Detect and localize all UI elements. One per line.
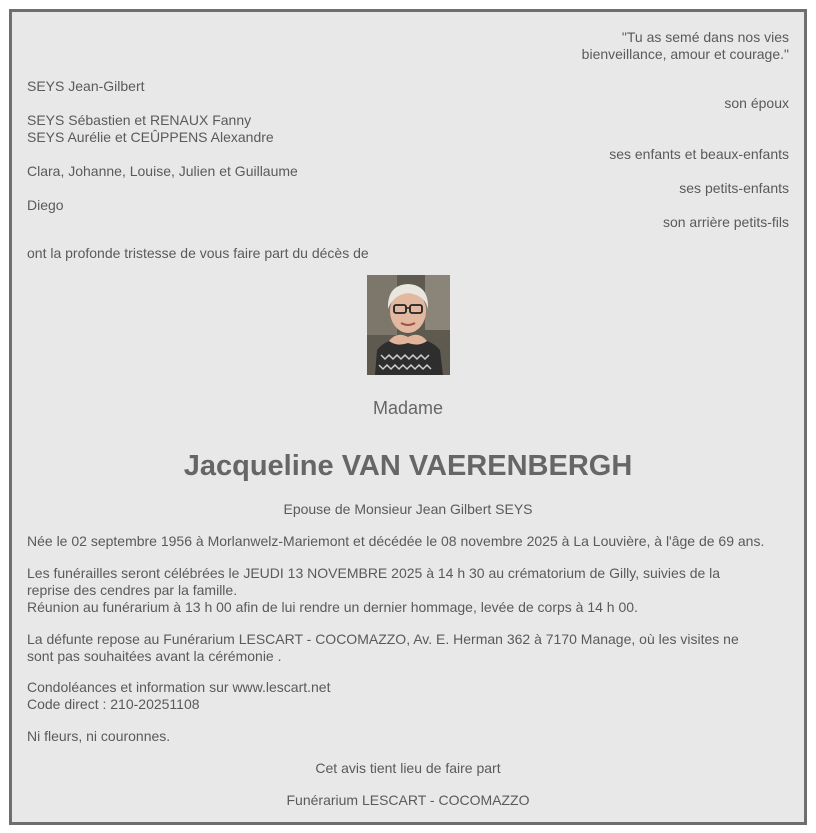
- quote-line-2: bienveillance, amour et courage.": [581, 46, 789, 62]
- funeral-text-2: reprise des cendres par la famille.: [27, 582, 238, 598]
- flowers-note: Ni fleurs, ni couronnes.: [27, 728, 171, 744]
- family-grandchildren-relation: ses petits-enfants: [679, 180, 789, 196]
- family-greatgrandchild-name: Diego: [27, 197, 64, 213]
- family-children-name-1: SEYS Sébastien et RENAUX Fanny: [27, 112, 252, 128]
- salutation: Madame: [372, 398, 444, 418]
- obituary-notice: [9, 9, 807, 825]
- family-greatgrandchild-relation: son arrière petits-fils: [662, 214, 789, 230]
- intro-text: ont la profonde tristesse de vous faire part du décès de: [27, 245, 369, 261]
- deceased-photo: [367, 275, 450, 375]
- direct-code: Code direct : 210-20251108: [27, 696, 200, 712]
- family-children-name-2: SEYS Aurélie et CEÛPPENS Alexandre: [27, 129, 274, 145]
- family-children-relation: ses enfants et beaux-enfants: [609, 146, 789, 162]
- rest-text-1: La défunte repose au Funérarium LESCART - COCOMAZZO, Av. E. Herman 362 à 7170 Manage, où les visites ne: [27, 631, 739, 647]
- funeral-text-3: Réunion au funérarium à 13 h 00 afin de lui rendre un dernier hommage, levée de corps à 14 h 00.: [27, 599, 638, 615]
- funeral-text-1: Les funérailles seront célébrées le JEUDI 13 NOVEMBRE 2025 à 14 h 30 au crématorium de Gilly, suivies de la: [27, 565, 721, 581]
- quote-line-1: "Tu as semé dans nos vies: [621, 29, 789, 45]
- funeral-home-signature: Funérarium LESCART - COCOMAZZO: [286, 792, 530, 808]
- spouse-line: Epouse de Monsieur Jean Gilbert SEYS: [283, 501, 533, 517]
- family-spouse-name: SEYS Jean-Gilbert: [27, 78, 145, 94]
- family-grandchildren-names: Clara, Johanne, Louise, Julien et Guillaume: [27, 163, 298, 179]
- condolences-text: Condoléances et information sur www.lescart.net: [27, 679, 331, 695]
- notice-text: Cet avis tient lieu de faire part: [315, 760, 501, 776]
- birth-death-text: Née le 02 septembre 1956 à Morlanwelz-Mariemont et décédée le 08 novembre 2025 à La Louvière, à l'âge de 69 ans.: [27, 533, 765, 549]
- family-spouse-relation: son époux: [724, 95, 789, 111]
- deceased-name: Jacqueline VAN VAERENBERGH: [183, 450, 633, 482]
- rest-text-2: sont pas souhaitées avant la cérémonie .: [27, 648, 282, 664]
